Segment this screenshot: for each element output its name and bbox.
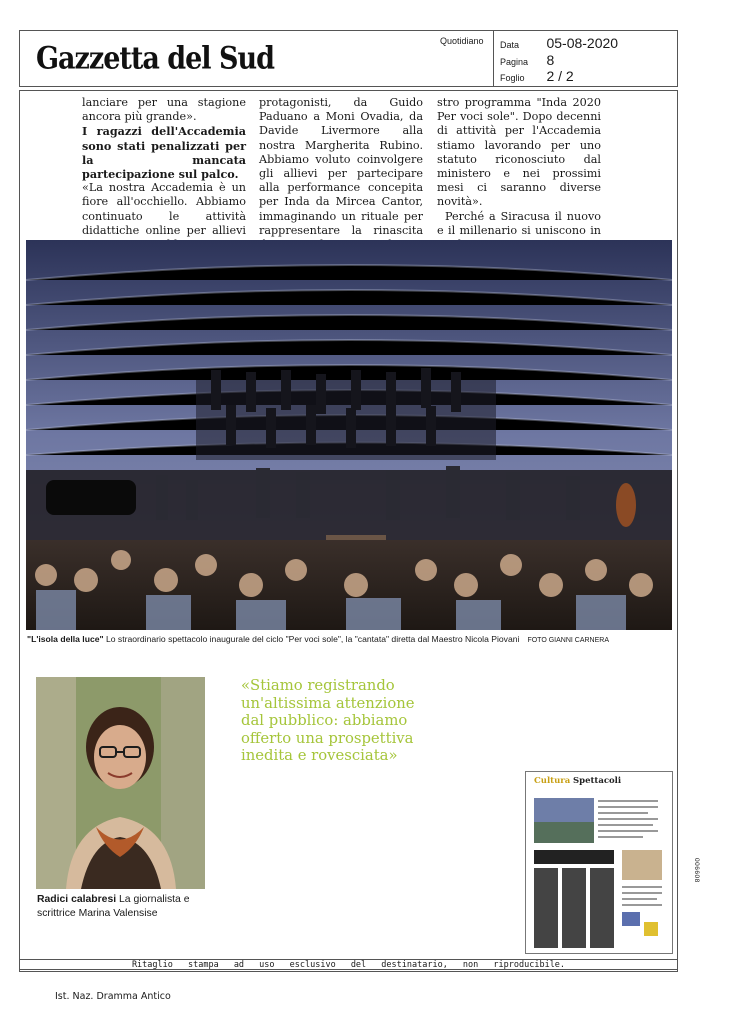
thumbnail-layout-illustration [526,772,672,953]
article-column-3 [437,96,601,237]
pull-quote: «Stiamo registrando un'altissima attenzione dal pubblico: abbiamo offerto una prospettiva inedita e rovesciata» [241,677,415,764]
serial-number: 006608 [693,858,700,883]
clipping-notice: Ritaglio stampa ad uso esclusivo del destinatario, non riproducibile. [19,959,678,972]
col1-paragraph-3: «La nostra Accademia è un fiore all'occhiello. Abbiamo continuato le attività didattiche online per allievi [82,181,246,237]
date-label: Data [500,40,520,50]
thumbnail-title-spettacoli: Spettacoli [572,776,622,786]
thumbnail-title-cultura: Cultura [534,776,571,786]
concert-photo [26,240,672,630]
page-value: 8 [546,52,555,68]
concert-photo-illustration [26,240,672,630]
page-thumbnail [525,771,673,954]
page-label: Pagina [500,57,529,67]
source-name: Ist. Naz. Dramma Antico [55,991,171,1002]
meta-box [493,31,679,86]
article-column-1 [82,96,246,237]
article-column-2 [259,96,423,237]
col3-paragraph-1: stro programma "Inda 2020 Per voci sole". Dopo decenni di attività per l'Accademia stiamo lavorando per uno statuto riconosciuto dal ministero e nei prossimi mesi ci saranno diverse novità». [437,96,601,209]
masthead-header [19,30,678,87]
photo-credit: FOTO GIANNI CARNERA [527,637,609,644]
sheet-label: Foglio [500,73,525,83]
meta-date-row [500,35,618,53]
portrait-caption [37,893,217,920]
photo-caption [27,634,673,644]
caption-title: "L'isola della luce" [27,634,104,644]
portrait-caption-title: Radici calabresi [37,894,117,905]
col1-paragraph-1: lanciare per una stagione ancora più grande». [82,96,246,124]
portrait-illustration [36,677,205,889]
meta-sheet-row [500,68,574,86]
publication-type: Quotidiano [440,36,484,46]
col2-paragraph-1: protagonisti, da Guido Paduano a Moni Ovadia, da Davide Livermore alla nostra Margherita Rubino. Abbiamo voluto coinvolgere gli allievi per partecipare alla performance concepita per Inda da Mircea Cantor, immaginando un rituale per rappresentare la rinascita [259,96,423,237]
sheet-value: 2 / 2 [546,68,574,84]
col1-question: I ragazzi dell'Accademia sono stati penalizzati per la mancata partecipazione sul palco. [82,124,246,182]
caption-text: Lo straordinario spettacolo inaugurale del ciclo "Per voci sole", la "cantata" diretta dal Maestro Nicola Piovani [103,634,520,644]
portrait-photo [36,677,205,889]
date-value: 05-08-2020 [546,35,619,51]
newspaper-logo: Gazzetta del Sud [36,41,274,77]
portrait-caption-text: La giornalista e scrittrice Marina Valensise [37,894,190,919]
col3-paragraph-2: Perché a Siracusa il nuovo e il millenario si uniscono in [437,209,601,237]
